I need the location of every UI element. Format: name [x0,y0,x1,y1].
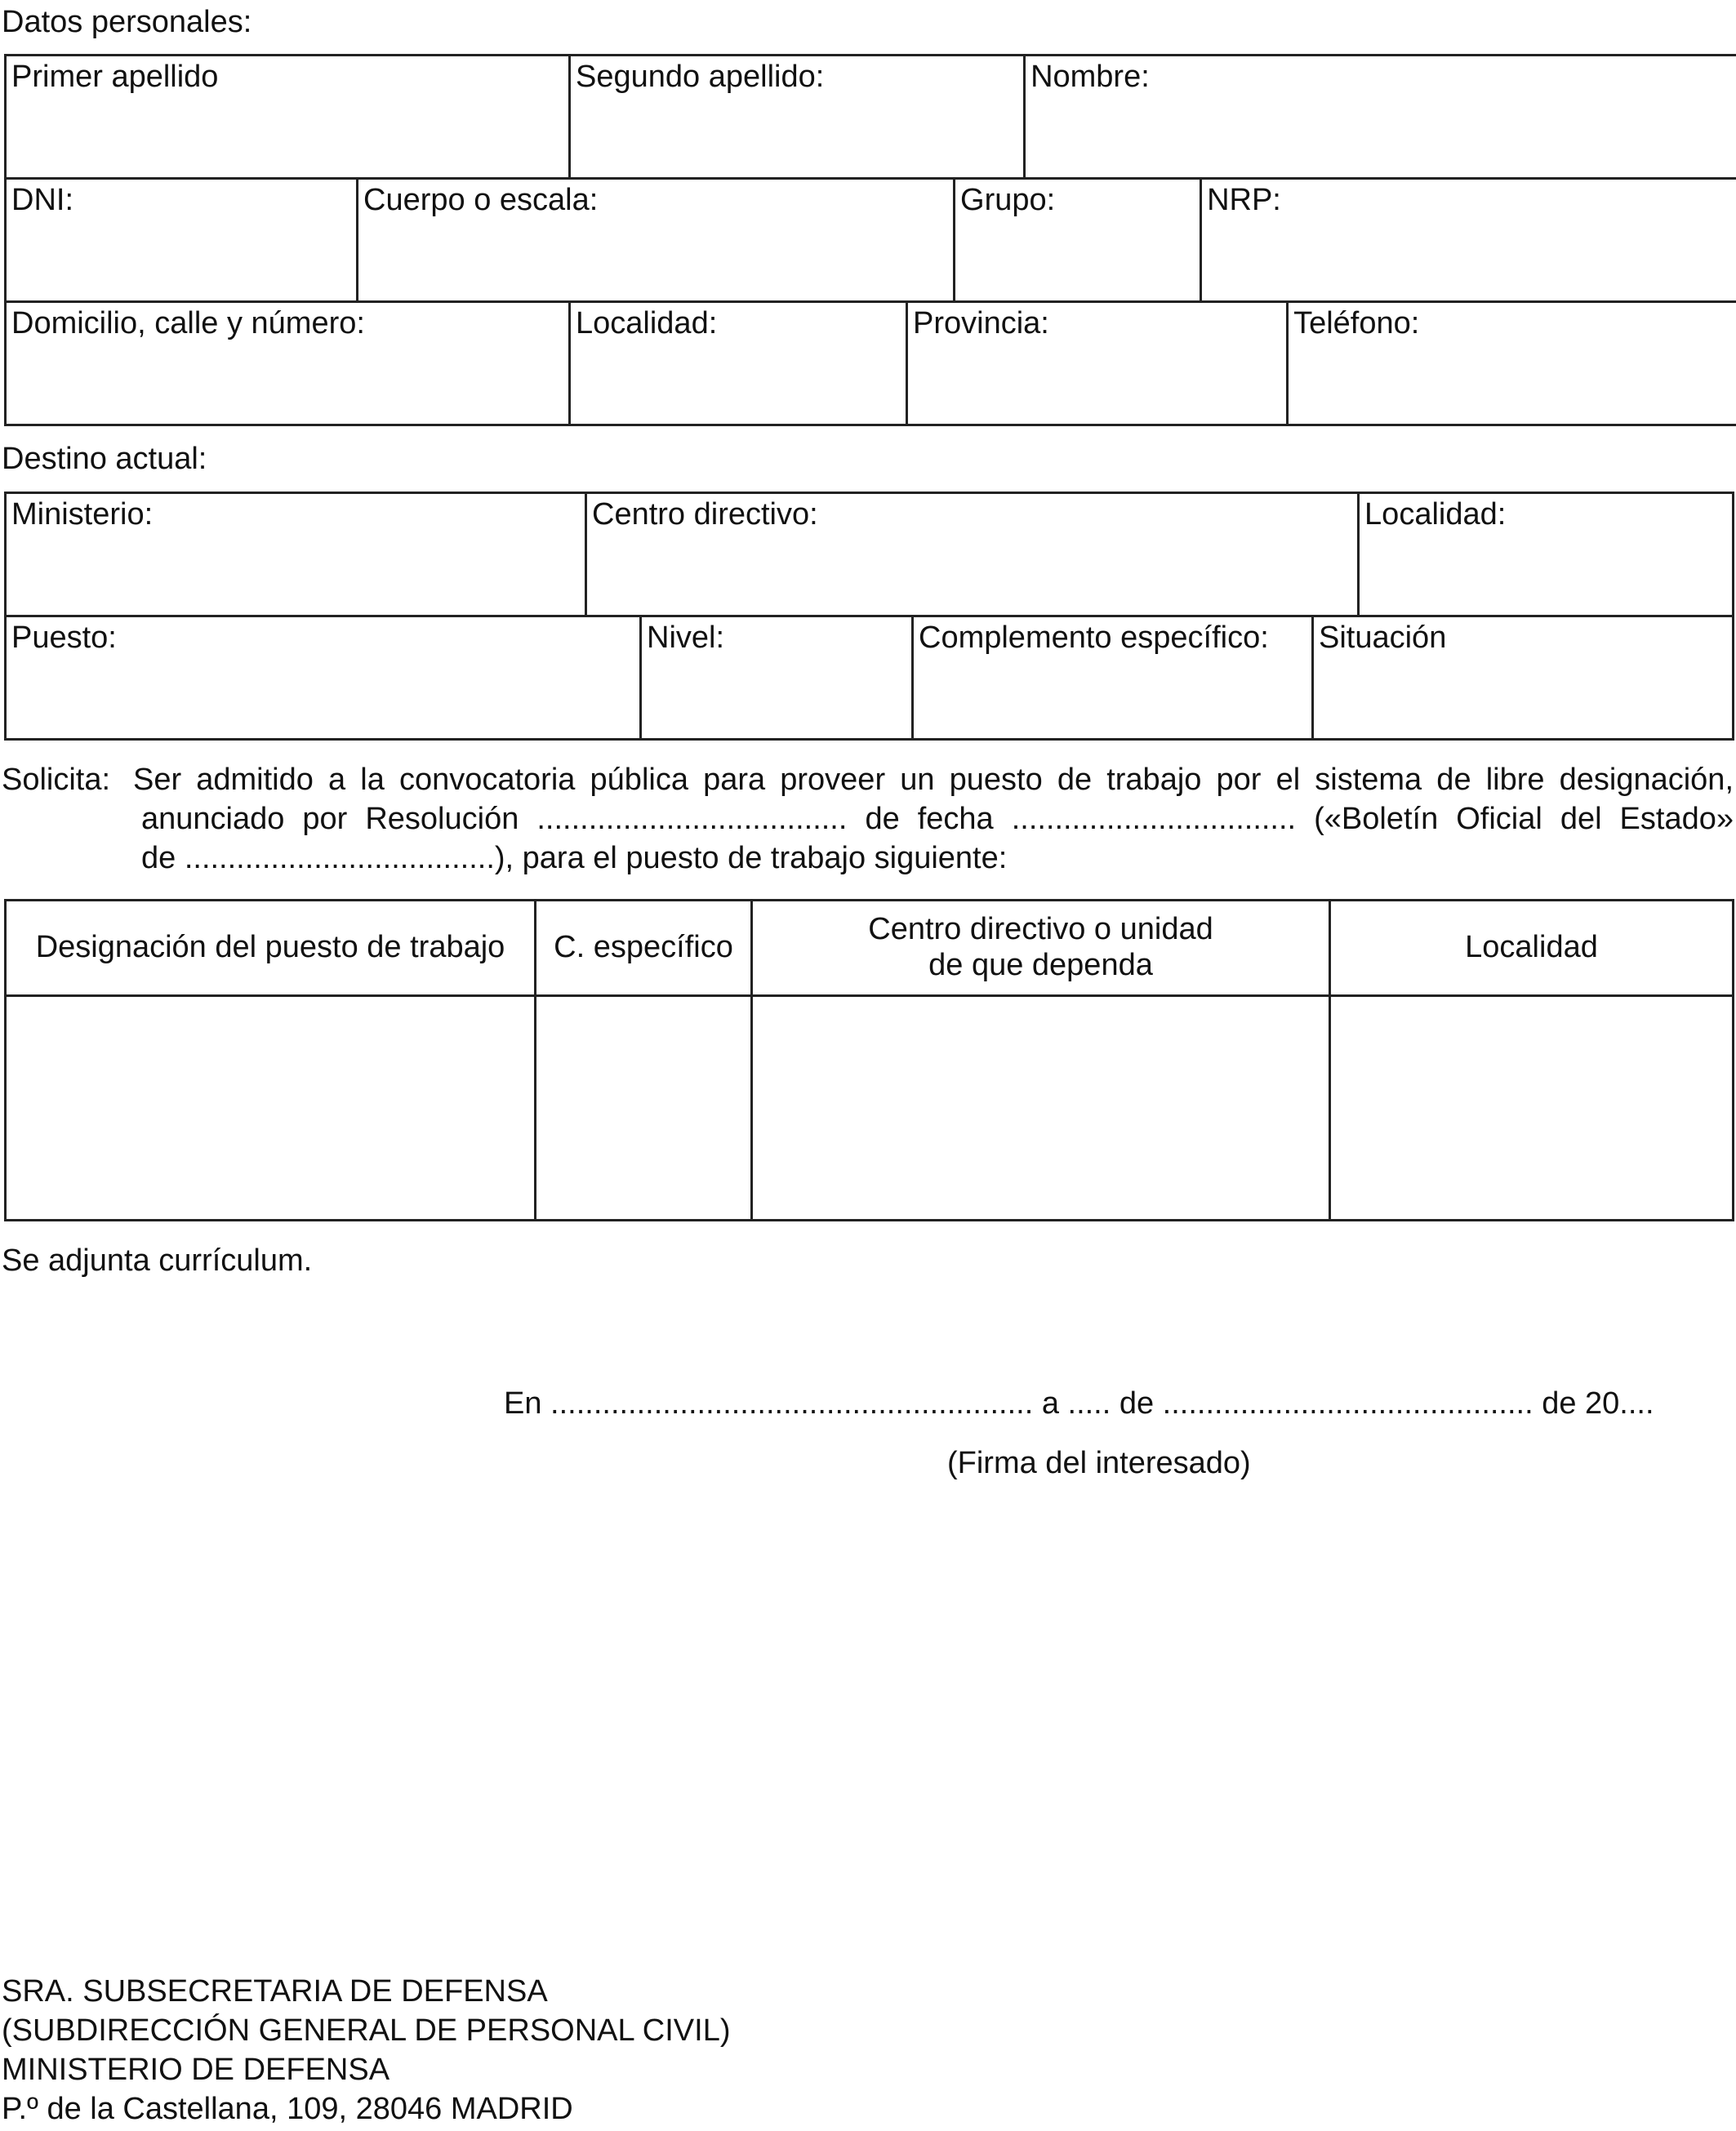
field-nivel[interactable] [641,616,913,740]
field-label: Nombre: [1030,60,1150,94]
solicita-label: Solicita: [2,763,111,797]
field-domicilio[interactable] [6,302,570,425]
field-label: Centro directivo: [592,497,818,532]
field-label: Nivel: [647,621,725,655]
input-c-especifico[interactable] [536,996,752,1221]
field-localidad-destino[interactable] [1359,493,1734,616]
field-label: Teléfono: [1293,306,1420,340]
field-label: Localidad: [576,306,718,340]
field-label: Complemento específico: [919,621,1269,655]
field-label: DNI: [11,183,73,217]
field-telefono[interactable] [1288,302,1736,425]
curriculum-note: Se adjunta currículum. [2,1243,313,1278]
field-centro-directivo[interactable] [586,493,1359,616]
field-nombre[interactable] [1025,56,1736,179]
place-date-line: En ........................................................ a ..... de ........................................... de 20.... [504,1386,1654,1421]
address-line-3: MINISTERIO DE DEFENSA [2,2053,390,2087]
field-label: Puesto: [11,621,117,655]
field-label: Grupo: [960,183,1056,217]
field-label: NRP: [1207,183,1281,217]
solicita-line-1: Ser admitido a la convocatoria pública para proveer un puesto de trabajo por el sistema de libre designación, [133,763,1734,797]
field-situacion[interactable] [1313,616,1734,740]
header-designacion: Designación del puesto de trabajo [6,901,536,996]
address-line-2: (SUBDIRECCIÓN GENERAL DE PERSONAL CIVIL) [2,2013,731,2048]
input-centro-directivo[interactable] [752,996,1330,1221]
header-centro-directivo-line-2: de que dependa [928,948,1153,982]
header-localidad: Localidad [1330,901,1734,996]
input-localidad[interactable] [1330,996,1734,1221]
puesto-solicitado-table [4,899,1734,1221]
field-label: Cuerpo o escala: [363,183,599,217]
field-label: Situación [1319,621,1447,655]
field-label: Segundo apellido: [576,60,825,94]
field-provincia[interactable] [907,302,1288,425]
field-label: Primer apellido [11,60,219,94]
field-ministerio[interactable] [6,493,586,616]
field-localidad[interactable] [570,302,907,425]
input-designacion[interactable] [6,996,536,1221]
field-complemento-especifico[interactable] [913,616,1313,740]
field-cuerpo-escala[interactable] [358,179,955,302]
header-centro-directivo [752,901,1330,996]
field-label: Domicilio, calle y número: [11,306,365,340]
field-label: Provincia: [913,306,1049,340]
field-grupo[interactable] [955,179,1201,302]
header-c-especifico: C. específico [536,901,752,996]
address-line-4: P.º de la Castellana, 109, 28046 MADRID [2,2092,573,2126]
section-title-destino: Destino actual: [2,442,207,476]
field-label: Localidad: [1364,497,1507,532]
solicita-line-2: anunciado por Resolución .................................... de fecha ................................. («Boletín Oficial del Estado» [141,802,1734,836]
field-puesto[interactable] [6,616,641,740]
solicita-line-3: de ....................................), para el puesto de trabajo siguiente: [141,841,1008,875]
destino-table [4,492,1734,741]
signature-label: (Firma del interesado) [947,1446,1251,1480]
section-title-personal: Datos personales: [2,5,252,39]
field-dni[interactable] [6,179,358,302]
field-nrp[interactable] [1201,179,1736,302]
personal-data-table [4,54,1736,426]
address-line-1: SRA. SUBSECRETARIA DE DEFENSA [2,1974,548,2009]
field-segundo-apellido[interactable] [570,56,1025,179]
header-centro-directivo-line-1: Centro directivo o unidad [868,912,1213,947]
field-label: Ministerio: [11,497,154,532]
field-primer-apellido[interactable] [6,56,570,179]
